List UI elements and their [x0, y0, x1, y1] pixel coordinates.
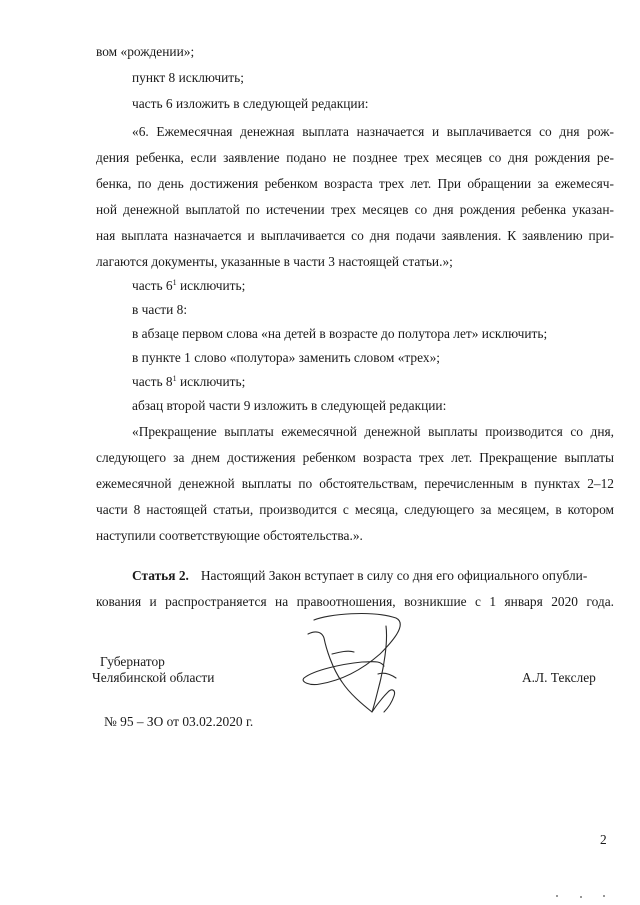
paragraph-line: дения ребенка, если заявление подано не позднее трех месяцев со дня рождения ре-: [96, 150, 614, 165]
paragraph-line: «Прекращение выплаты ежемесячной денежной выплаты производится со дня,: [132, 424, 614, 439]
paragraph-line: ной денежной выплатой по истечении трех месяцев со дня рождения ребенка указан-: [96, 202, 614, 217]
scan-speck: [556, 895, 558, 897]
paragraph-line: «6. Ежемесячная денежная выплата назначается и выплачивается со дня рож-: [132, 124, 614, 139]
superscript: 1: [172, 374, 177, 383]
text-line-part-8-1: [132, 374, 245, 390]
signatory-region: Челябинской области: [92, 670, 215, 685]
text-line-part-6-1: [132, 278, 245, 294]
paragraph-line: лагаются документы, указанные в части 3 настоящей статьи.»;: [96, 254, 453, 269]
signatory-position: Губернатор: [100, 654, 165, 669]
text-fragment: исключить;: [176, 374, 246, 389]
paragraph-line: ежемесячной денежной выплаты по обстоятельствам, перечисленным в пунктах 2–12: [96, 476, 614, 491]
scan-speck: [580, 896, 582, 898]
article-2-second-line: кования и распространяется на правоотношения, возникшие с 1 января 2020 года.: [96, 594, 614, 609]
paragraph-line: ная выплата назначается и выплачивается со дня подачи заявления. К заявлению при-: [96, 228, 614, 243]
paragraph-line: следующего за днем достижения ребенком возраста трех лет. Прекращение выплаты: [96, 450, 614, 465]
paragraph-line: части 8 настоящей статьи, производится с месяца, следующего за месяцем, в котором: [96, 502, 614, 517]
law-number: № 95 – ЗО от 03.02.2020 г.: [104, 714, 254, 729]
article-label: Статья 2.: [132, 568, 189, 583]
superscript: 1: [172, 278, 177, 287]
text-fragment: исключить;: [176, 278, 246, 293]
page-number: 2: [600, 832, 607, 847]
text-line: в части 8:: [132, 302, 188, 317]
article-text: Настоящий Закон вступает в силу со дня его официального опубли-: [200, 568, 588, 583]
text-line: в абзаце первом слова «на детей в возрасте до полутора лет» исключить;: [132, 326, 548, 341]
text-line: вом «рождении»;: [96, 44, 195, 59]
text-line: абзац второй части 9 изложить в следующей редакции:: [132, 398, 447, 413]
handwritten-signature: [292, 612, 412, 720]
paragraph-line: наступили соответствующие обстоятельства.».: [96, 528, 363, 543]
text-fragment: часть 6: [132, 278, 173, 293]
paragraph-line: бенка, по день достижения ребенком возраста трех лет. При обращении за ежемесяч-: [96, 176, 614, 191]
scan-speck: [603, 895, 605, 897]
signatory-name: А.Л. Текслер: [522, 670, 596, 685]
text-line: пункт 8 исключить;: [132, 70, 244, 85]
text-fragment: часть 8: [132, 374, 173, 389]
text-line: в пункте 1 слово «полутора» заменить словом «трех»;: [132, 350, 441, 365]
article-2-first-line: [132, 568, 614, 584]
text-line: часть 6 изложить в следующей редакции:: [132, 96, 369, 111]
